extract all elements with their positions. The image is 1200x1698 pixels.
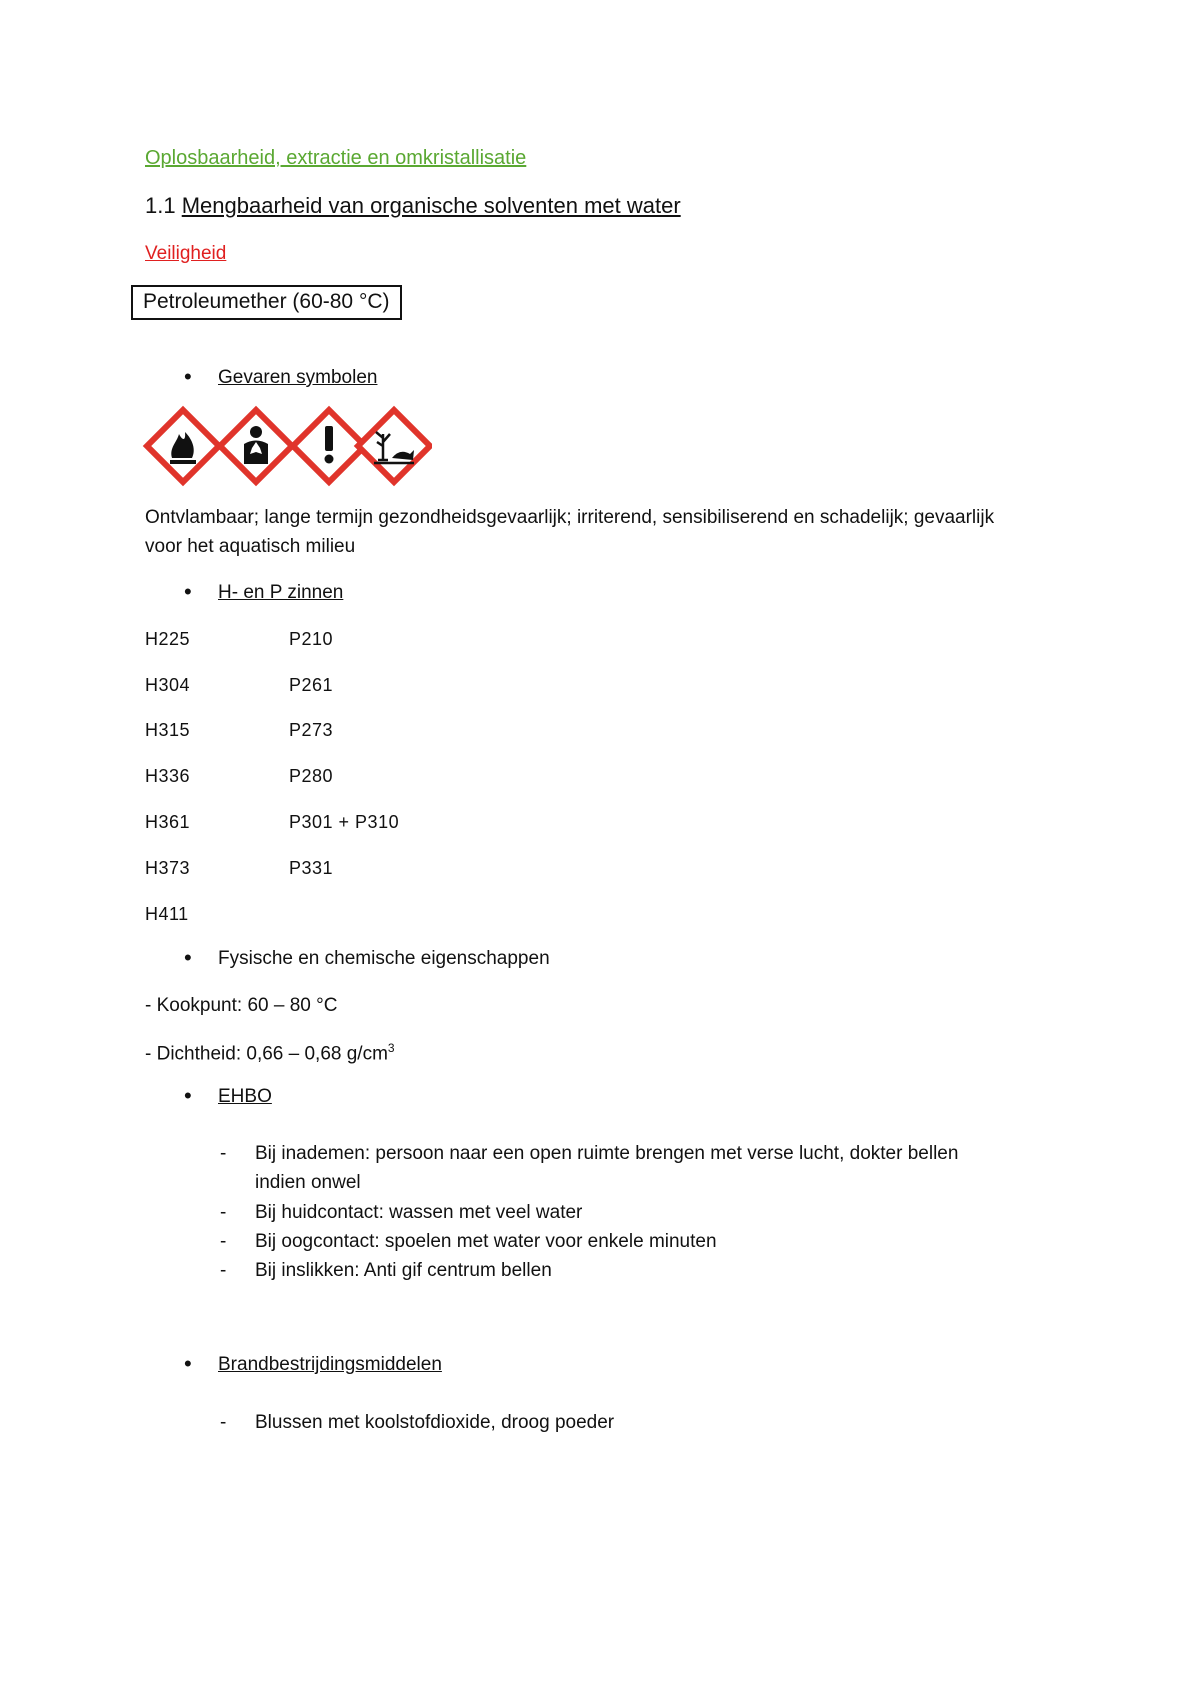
h-statement: H361 <box>145 812 191 832</box>
environment-icon <box>358 410 430 482</box>
hazard-symbols-heading: Gevaren symbolen <box>218 367 378 388</box>
bullet: • <box>184 945 192 970</box>
section-heading <box>145 193 681 219</box>
chapter-title: Oplosbaarheid, extractie en omkristallisatie <box>145 147 527 169</box>
h-statement: H373 <box>145 858 191 878</box>
first-aid-inhalation-cont: indien onwel <box>255 1172 361 1193</box>
h-statement: H336 <box>145 766 191 786</box>
h-statement: H304 <box>145 675 191 695</box>
bullet: • <box>184 364 192 389</box>
safety-heading: Veiligheid <box>145 243 227 264</box>
properties-heading: Fysische en chemische eigenschappen <box>218 948 550 969</box>
dash: - <box>220 1260 227 1281</box>
dash: - <box>220 1143 227 1164</box>
dash: - <box>220 1412 227 1433</box>
h-statement: H315 <box>145 720 191 740</box>
first-aid-heading: EHBO <box>218 1086 272 1107</box>
substance-box: Petroleumether (60-80 °C) <box>131 285 402 320</box>
first-aid-inhalation: Bij inademen: persoon naar een open ruimte brengen met verse lucht, dokter bellen <box>255 1143 959 1164</box>
section-number: 1.1 <box>145 193 176 218</box>
p-statement: P261 <box>289 675 334 695</box>
p-statement: P280 <box>289 766 334 786</box>
bullet: • <box>184 1083 192 1108</box>
firefighting-heading: Brandbestrijdingsmiddelen <box>218 1354 442 1375</box>
health-hazard-icon <box>220 410 292 482</box>
bullet: • <box>184 579 192 604</box>
hazard-description-line1: Ontvlambaar; lange termijn gezondheidsgevaarlijk; irriterend, sensibiliserend en schadelijk; gevaarlijk <box>145 507 995 528</box>
first-aid-eyes: Bij oogcontact: spoelen met water voor enkele minuten <box>255 1231 717 1252</box>
hazard-pictograms <box>141 404 432 488</box>
density-superscript: 3 <box>387 1041 395 1055</box>
flame-icon <box>147 410 219 482</box>
firefighting-item: Blussen met koolstofdioxide, droog poeder <box>255 1412 615 1433</box>
first-aid-skin: Bij huidcontact: wassen met veel water <box>255 1202 583 1223</box>
section-title: Mengbaarheid van organische solventen met water <box>181 193 681 218</box>
dash: - <box>220 1202 227 1223</box>
p-statement: P301 + P310 <box>289 812 400 832</box>
boiling-point: - Kookpunt: 60 – 80 °C <box>145 995 338 1016</box>
first-aid-ingestion: Bij inslikken: Anti gif centrum bellen <box>255 1260 552 1281</box>
p-statement: P331 <box>289 858 334 878</box>
p-statement: P273 <box>289 720 334 740</box>
dash: - <box>220 1231 227 1252</box>
bullet: • <box>184 1351 192 1376</box>
h-statement: H411 <box>145 904 189 924</box>
density-text: - Dichtheid: 0,66 – 0,68 g/cm <box>145 1043 388 1065</box>
h-statement: H225 <box>145 629 191 649</box>
p-statement: P210 <box>289 629 334 649</box>
density <box>145 1041 395 1065</box>
hp-heading: H- en P zinnen <box>218 582 344 603</box>
hazard-description-line2: voor het aquatisch milieu <box>145 536 356 557</box>
